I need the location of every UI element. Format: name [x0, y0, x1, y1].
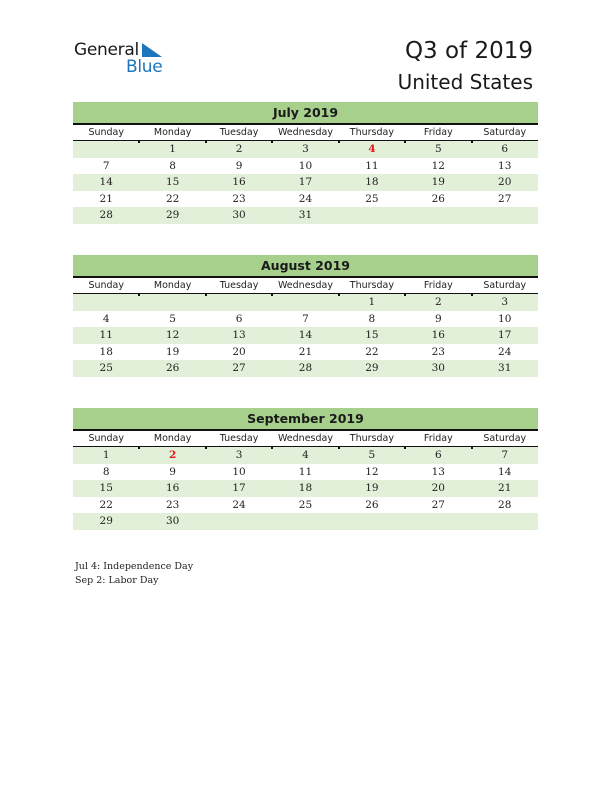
date-cell: 9: [169, 465, 176, 478]
weekday-label: Thursday: [349, 280, 394, 291]
column-tick: [271, 429, 273, 431]
weekday-label: Wednesday: [277, 280, 333, 291]
column-tick: [404, 429, 406, 431]
date-cell: 11: [298, 465, 313, 478]
column-tick: [338, 123, 340, 125]
column-tick: [205, 276, 207, 278]
date-cell: [73, 141, 139, 158]
column-tick: [404, 447, 406, 449]
date-cell: 1: [102, 449, 110, 461]
column-tick: [271, 294, 273, 296]
date-cell: 10: [232, 465, 246, 478]
holiday-note: Jul 4: Independence Day: [75, 561, 194, 572]
month-september: [73, 408, 538, 530]
date-cell: 23: [431, 345, 445, 358]
date-cell: 19: [365, 482, 379, 494]
date-cell: 8: [102, 465, 110, 478]
date-cell: 24: [298, 192, 313, 205]
date-cell: 4: [102, 312, 110, 325]
weekday-label: Monday: [153, 280, 192, 291]
week-row: [73, 464, 538, 481]
month-title: September 2019: [73, 408, 538, 431]
date-cell: 16: [431, 329, 445, 341]
triangle-flag-icon: [142, 43, 162, 57]
week-row: [73, 513, 538, 530]
date-cell: 26: [165, 362, 180, 374]
date-cell: 25: [365, 192, 379, 205]
date-cell: 22: [99, 498, 113, 511]
weekday-header: [73, 278, 538, 294]
date-cell: 16: [165, 482, 180, 494]
date-cell: 9: [235, 159, 243, 172]
column-tick: [271, 447, 273, 449]
page-subtitle: United States: [397, 70, 533, 94]
weekday-label: Sunday: [88, 433, 124, 444]
date-cell: 23: [232, 192, 246, 205]
column-tick: [471, 276, 473, 278]
column-tick: [404, 141, 406, 143]
week-row: [73, 174, 538, 191]
column-tick: [138, 276, 140, 278]
holiday-notes: [75, 560, 193, 587]
column-tick: [138, 123, 140, 125]
date-cell: 15: [365, 329, 379, 341]
column-tick: [205, 141, 207, 143]
weekday-label: Monday: [153, 433, 192, 444]
date-cell: 14: [298, 329, 313, 341]
week-row: [73, 158, 538, 175]
date-cell: 21: [298, 345, 313, 358]
weekday-label: Thursday: [349, 127, 394, 138]
logo-text-general: General: [74, 40, 139, 60]
date-cell: 28: [298, 362, 313, 374]
date-cell: 2: [235, 143, 243, 155]
date-cell: 12: [165, 329, 180, 341]
date-cell: 28: [498, 498, 512, 511]
date-cell: 5: [169, 312, 176, 325]
month-august: [73, 255, 538, 377]
date-cell: 17: [498, 329, 512, 341]
date-cell: 18: [99, 345, 113, 358]
column-tick: [338, 447, 340, 449]
date-cell: 7: [302, 312, 309, 325]
holiday-date-cell: 2: [168, 449, 177, 461]
date-cell: 27: [498, 192, 512, 205]
date-cell: 11: [99, 329, 113, 341]
date-cell: 7: [102, 159, 110, 172]
week-row: [73, 311, 538, 328]
weekday-label: Friday: [423, 280, 453, 291]
date-cell: [339, 207, 405, 224]
weekday-label: Saturday: [483, 127, 527, 138]
date-cell: 19: [431, 176, 445, 188]
date-cell: [206, 294, 272, 311]
date-cell: 14: [99, 176, 113, 188]
date-cell: 12: [365, 465, 379, 478]
month-title: August 2019: [73, 255, 538, 278]
column-tick: [338, 294, 340, 296]
week-row: [73, 191, 538, 208]
date-cell: 21: [99, 192, 113, 205]
date-cell: [472, 513, 538, 530]
week-row: [73, 344, 538, 361]
date-cell: 13: [232, 329, 246, 341]
date-cell: [73, 294, 139, 311]
week-row: [73, 207, 538, 224]
date-cell: [272, 294, 338, 311]
date-cell: 30: [165, 515, 180, 527]
date-cell: 25: [298, 498, 313, 511]
date-cell: 1: [169, 143, 176, 155]
column-tick: [471, 294, 473, 296]
column-tick: [338, 276, 340, 278]
date-cell: 25: [99, 362, 113, 374]
date-cell: 27: [232, 362, 246, 374]
date-cell: 15: [99, 482, 113, 494]
date-cell: 11: [365, 159, 379, 172]
date-cell: [206, 513, 272, 530]
date-cell: [472, 207, 538, 224]
column-tick: [138, 429, 140, 431]
date-cell: 4: [302, 449, 309, 461]
date-cell: 6: [235, 312, 243, 325]
week-row: [73, 294, 538, 311]
date-cell: 31: [498, 362, 512, 374]
date-cell: 10: [498, 312, 512, 325]
date-cell: 5: [434, 143, 442, 155]
weekday-label: Sunday: [88, 280, 124, 291]
date-cell: 20: [431, 482, 445, 494]
date-cell: 20: [498, 176, 512, 188]
week-row: [73, 497, 538, 514]
column-tick: [205, 123, 207, 125]
date-cell: 18: [298, 482, 313, 494]
date-cell: 22: [165, 192, 180, 205]
date-cell: [339, 513, 405, 530]
date-cell: 15: [165, 176, 180, 188]
page-title: Q3 of 2019: [404, 38, 533, 64]
date-cell: 13: [431, 465, 445, 478]
week-row: [73, 447, 538, 464]
date-cell: 26: [431, 192, 445, 205]
weekday-label: Tuesday: [219, 280, 259, 291]
logo: [74, 40, 174, 80]
date-cell: 3: [501, 296, 509, 308]
date-cell: 23: [165, 498, 180, 511]
date-cell: 24: [232, 498, 246, 511]
date-cell: 13: [498, 159, 512, 172]
weekday-label: Sunday: [88, 127, 124, 138]
weekday-label: Tuesday: [219, 433, 259, 444]
column-tick: [138, 294, 140, 296]
column-tick: [404, 294, 406, 296]
date-cell: 7: [501, 449, 509, 461]
column-tick: [338, 141, 340, 143]
column-tick: [271, 141, 273, 143]
weekday-label: Monday: [153, 127, 192, 138]
date-cell: 17: [298, 176, 313, 188]
month-title: July 2019: [73, 102, 538, 125]
date-cell: 3: [302, 143, 309, 155]
logo-text-blue: Blue: [126, 57, 163, 77]
date-cell: 29: [365, 362, 379, 374]
column-tick: [271, 276, 273, 278]
date-cell: 8: [368, 312, 376, 325]
date-cell: 24: [498, 345, 512, 358]
week-row: [73, 360, 538, 377]
date-cell: 19: [165, 345, 180, 358]
date-cell: [405, 207, 471, 224]
date-cell: 20: [232, 345, 246, 358]
weekday-label: Saturday: [483, 433, 527, 444]
date-cell: 16: [232, 176, 246, 188]
date-cell: 3: [235, 449, 243, 461]
week-row: [73, 480, 538, 497]
date-cell: 30: [232, 209, 246, 221]
date-cell: 10: [298, 159, 313, 172]
date-cell: [139, 294, 205, 311]
holiday-date-cell: 4: [368, 143, 376, 155]
date-cell: 30: [431, 362, 445, 374]
date-cell: 22: [365, 345, 379, 358]
date-cell: 14: [498, 465, 512, 478]
date-cell: 18: [365, 176, 379, 188]
date-cell: 1: [368, 296, 376, 308]
holiday-note: Sep 2: Labor Day: [75, 574, 159, 586]
month-july: [73, 102, 538, 224]
column-tick: [471, 141, 473, 143]
date-cell: 9: [434, 312, 442, 325]
column-tick: [471, 123, 473, 125]
weekday-label: Wednesday: [277, 127, 333, 138]
column-tick: [205, 294, 207, 296]
column-tick: [404, 123, 406, 125]
date-cell: 17: [232, 482, 246, 494]
column-tick: [205, 429, 207, 431]
date-cell: 12: [431, 159, 445, 172]
date-cell: 26: [365, 498, 379, 511]
date-cell: 31: [298, 209, 313, 221]
date-cell: 5: [368, 449, 376, 461]
date-cell: 27: [431, 498, 445, 511]
weekday-label: Wednesday: [277, 433, 333, 444]
date-cell: 2: [434, 296, 442, 308]
week-row: [73, 141, 538, 158]
weekday-header: [73, 431, 538, 447]
date-cell: [272, 513, 338, 530]
date-cell: 8: [169, 159, 176, 172]
date-cell: 6: [501, 143, 509, 155]
weekday-label: Tuesday: [219, 127, 259, 138]
date-cell: 29: [99, 515, 113, 527]
column-tick: [138, 447, 140, 449]
week-row: [73, 327, 538, 344]
column-tick: [471, 447, 473, 449]
date-cell: [405, 513, 471, 530]
column-tick: [471, 429, 473, 431]
weekday-label: Thursday: [349, 433, 394, 444]
column-tick: [205, 447, 207, 449]
date-cell: 21: [498, 482, 512, 494]
weekday-label: Friday: [423, 433, 453, 444]
weekday-label: Friday: [423, 127, 453, 138]
date-cell: 29: [165, 209, 180, 221]
weekday-label: Saturday: [483, 280, 527, 291]
date-cell: 28: [99, 209, 113, 221]
column-tick: [338, 429, 340, 431]
column-tick: [138, 141, 140, 143]
column-tick: [271, 123, 273, 125]
weekday-header: [73, 125, 538, 141]
column-tick: [404, 276, 406, 278]
date-cell: 6: [434, 449, 442, 461]
